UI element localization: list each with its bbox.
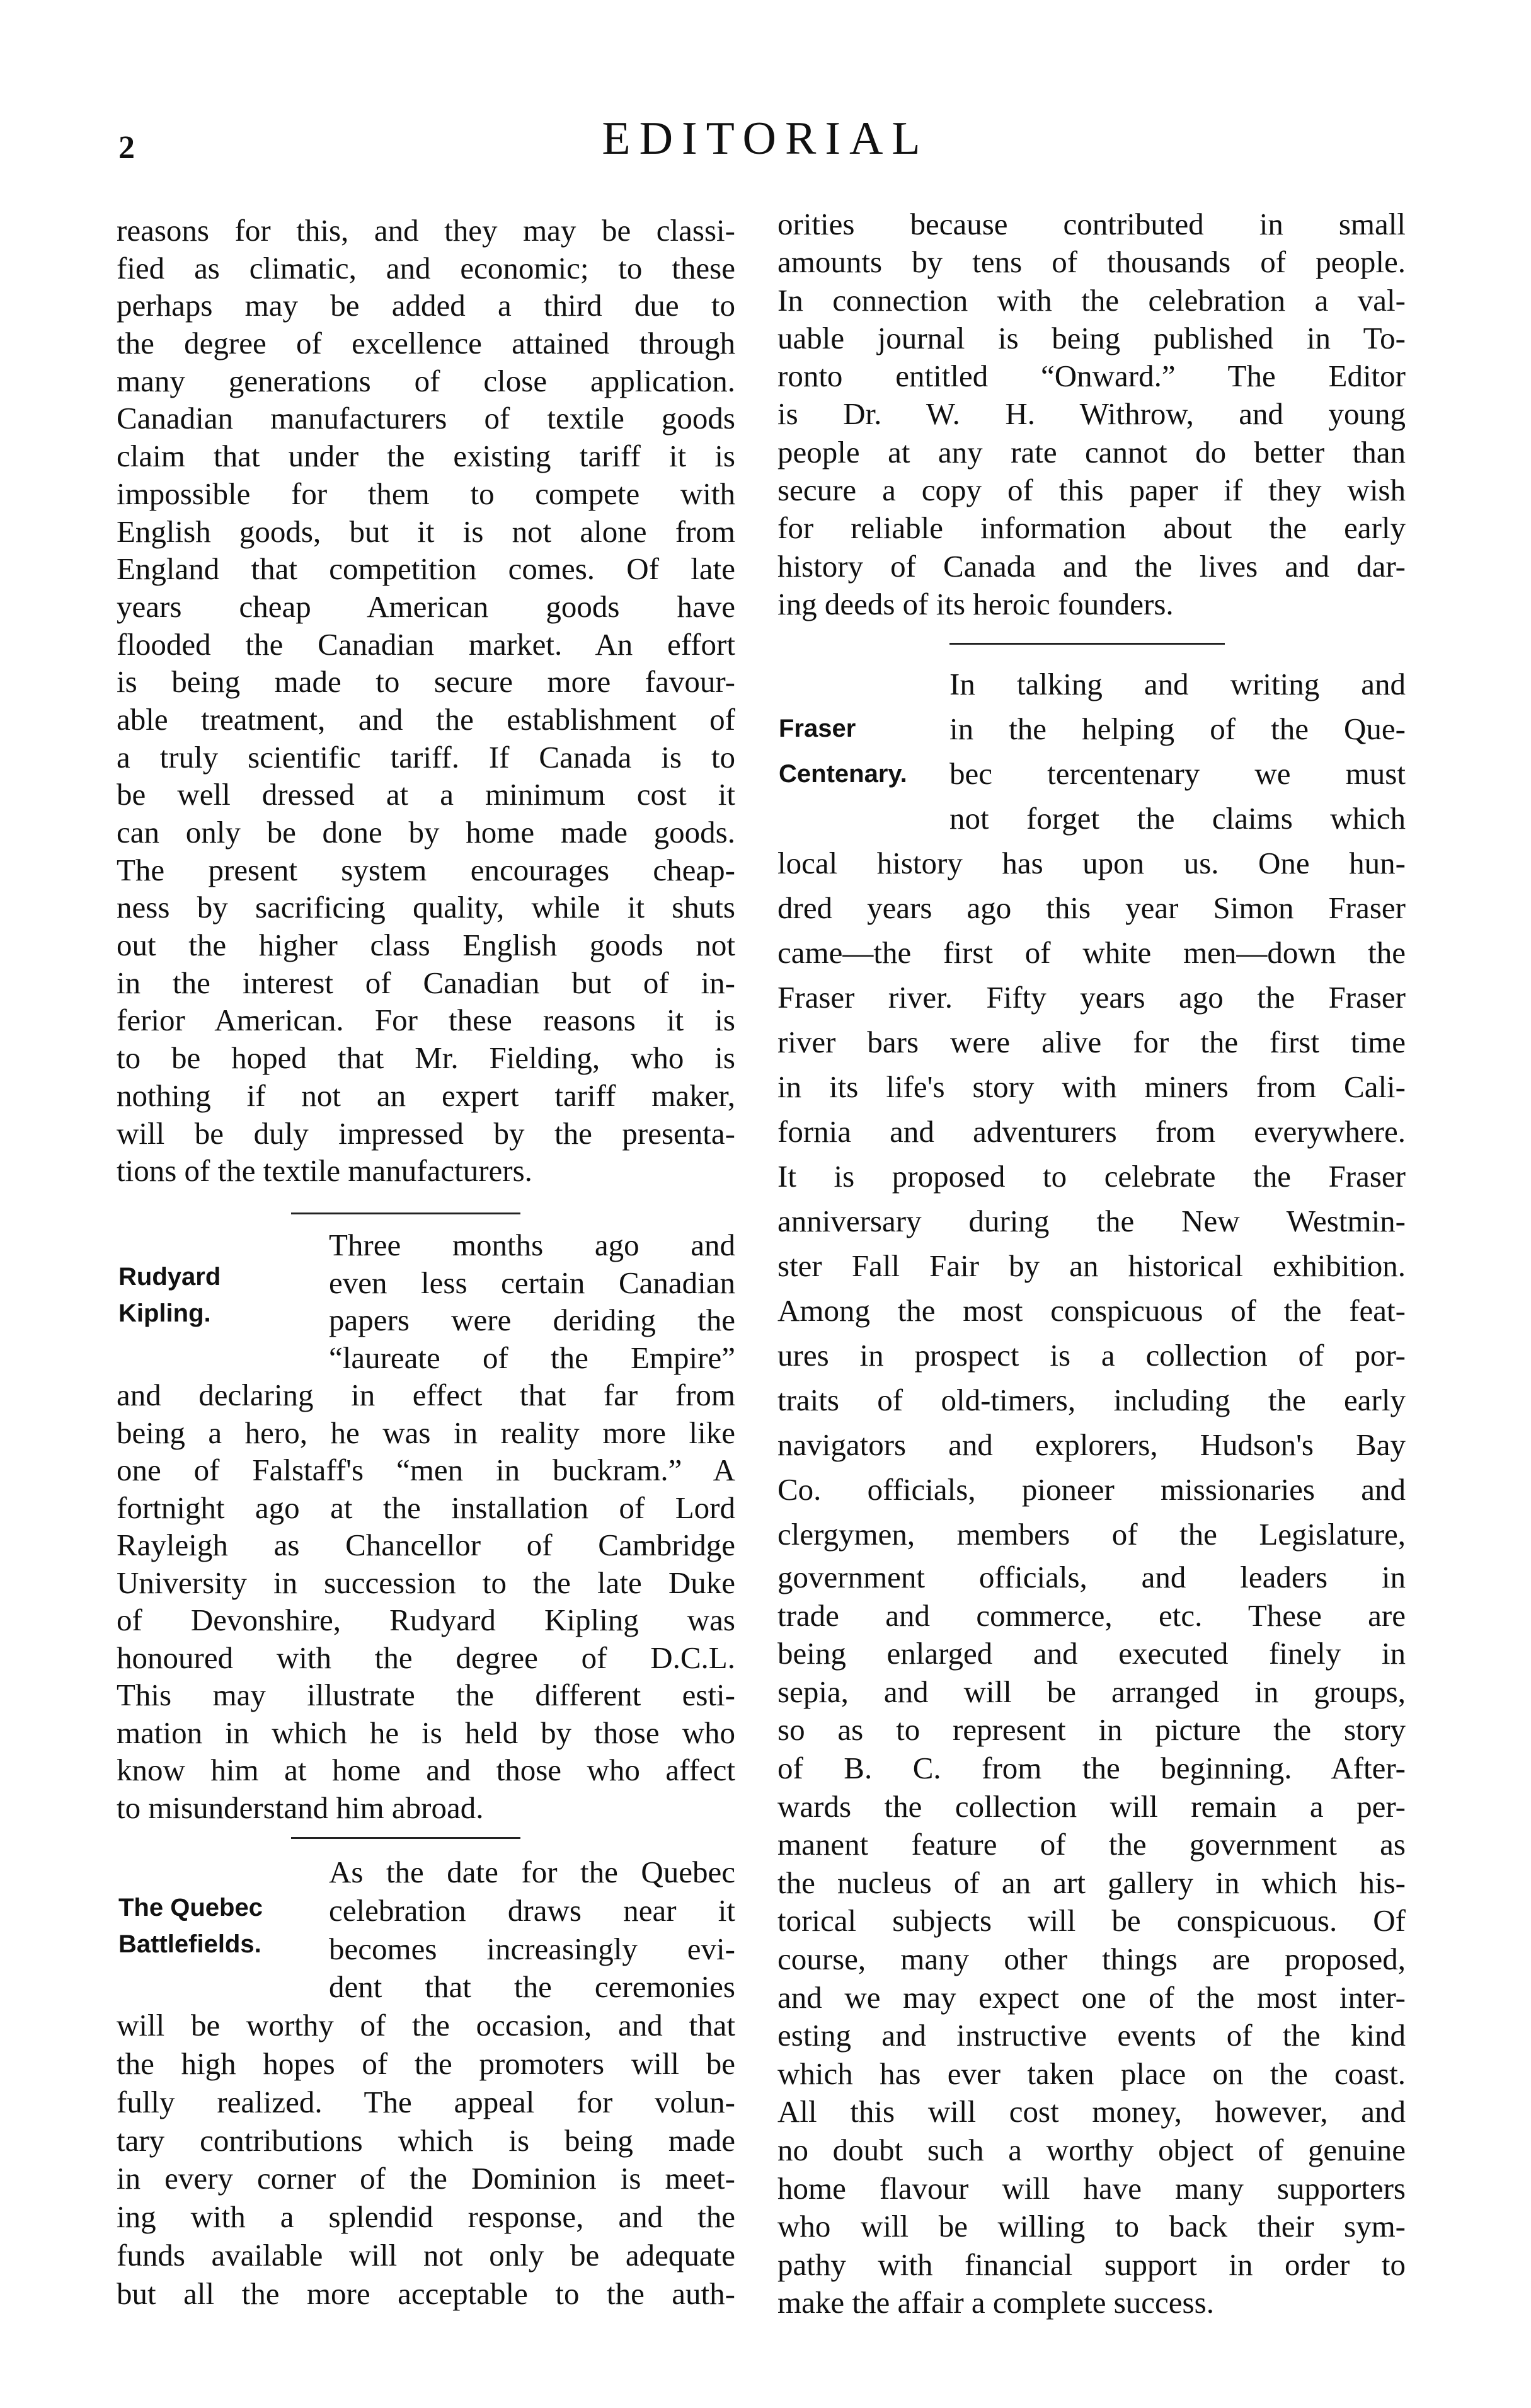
text-line: esting and instructive events of the kind [777,2018,1406,2053]
text-line: local history has upon us. One hun- [777,846,1406,880]
heading-line: Rudyard [118,1263,221,1291]
text-line: in every corner of the Dominion is meet- [117,2161,735,2196]
text-line: bec tercentenary we must [949,756,1406,791]
kipling-paragraph [117,1226,735,1826]
text-line: fornia and adventurers from everywhere. [777,1114,1406,1149]
text-line: the degree of excellence attained through [117,326,735,361]
text-line: trade and commerce, etc. These are [777,1598,1406,1633]
text-line: Three months ago and [329,1228,735,1262]
text-line: know him at home and those who affect [117,1753,735,1787]
text-line: dent that the ceremonies [329,1969,735,2005]
text-line: of B. C. from the beginning. After- [777,1750,1406,1785]
text-line: to misunderstand him abroad. [117,1790,484,1825]
text-line: dred years ago this year Simon Fraser [777,890,1406,925]
text-line: and we may expect one of the most inter- [777,1979,1406,2015]
text-line: to be hoped that Mr. Fielding, who is [117,1040,735,1076]
text-line: tary contributions which is being made [117,2123,735,2158]
text-line: out the higher class English goods not [117,928,735,963]
fraser-paragraph [777,662,1406,1557]
text-line: anniversary during the New Westmin- [777,1204,1406,1238]
text-line: no doubt such a worthy object of genuine [777,2132,1406,2167]
text-line: people at any rate cannot do better than [777,434,1406,470]
text-line: ing deeds of its heroic founders. [777,586,1174,621]
section-divider [291,1213,520,1214]
text-line: ronto entitled “Onward.” The Editor [777,359,1406,394]
text-line: mation in which he is held by those who [117,1715,735,1750]
text-line: history of Canada and the lives and dar- [777,548,1406,584]
text-line: even less certain Canadian [329,1265,735,1300]
text-line: able treatment, and the establishment of [117,701,735,737]
heading-line: Battlefields. [118,1930,261,1958]
text-line: is being made to secure more favour- [117,664,735,700]
text-line: fied as climatic, and economic; to these [117,250,735,285]
text-line: navigators and explorers, Hudson's Bay [777,1427,1406,1462]
text-line: All this will cost money, however, and [777,2094,1406,2129]
text-line: being enlarged and executed finely in [777,1636,1406,1671]
text-line: fortnight ago at the installation of Lord [117,1490,735,1525]
text-line: perhaps may be added a third due to [117,288,735,323]
heading-line: Centenary. [779,760,907,788]
text-line: In talking and writing and [949,667,1406,701]
text-line: who will be willing to back their sym- [777,2209,1406,2244]
text-line: course, many other things are proposed, [777,1941,1406,1976]
fraser-paragraph-continued [777,1558,1406,2322]
text-line: England that competition comes. Of late [117,551,735,587]
text-line: ness by sacrificing quality, while it shuts [117,890,735,925]
text-line: ing with a splendid response, and the [117,2199,735,2235]
text-line: will be worthy of the occasion, and that [117,2008,735,2043]
quebec-paragraph [117,1853,735,2313]
text-line: ferior American. For these reasons it is [117,1003,735,1038]
text-line: orities because contributed in small [777,207,1406,241]
text-line: papers were deriding the [329,1303,735,1337]
text-line: tions of the textile manufacturers. [117,1153,532,1189]
text-line: one of Falstaff's “men in buckram.” A [117,1453,735,1487]
text-line: claim that under the existing tariff it is [117,439,735,474]
text-line: will be duly impressed by the presenta- [117,1115,735,1151]
text-line: It is proposed to celebrate the Fraser [777,1159,1406,1194]
text-line: sepia, and will be arranged in groups, [777,1674,1406,1709]
text-line: amounts by tens of thousands of people. [777,245,1406,280]
text-line: The present system encourages cheap- [117,852,735,887]
text-line: uable journal is being published in To- [777,320,1406,355]
page-number: 2 [118,130,135,166]
text-line: pathy with financial support in order to [777,2247,1406,2282]
text-line: impossible for them to compete with [117,476,735,511]
text-line: Canadian manufacturers of textile goods [117,401,735,436]
text-line: not forget the claims which [949,801,1406,836]
intro-paragraph [117,212,735,1190]
text-line: Co. officials, pioneer missionaries and [777,1472,1406,1507]
text-line: government officials, and leaders in [777,1560,1406,1594]
text-line: traits of old-timers, including the early [777,1383,1406,1417]
text-line: and declaring in effect that far from [117,1378,735,1412]
section-divider [291,1837,520,1839]
text-line: of Devonshire, Rudyard Kipling was [117,1603,735,1637]
text-line: funds available will not only be adequate [117,2237,735,2273]
text-line: torical subjects will be conspicuous. Of [777,1903,1406,1938]
text-line: ster Fall Fair by an historical exhibition. [777,1248,1406,1283]
text-line: in the helping of the Que- [949,711,1406,746]
quebec-paragraph-continued [777,205,1406,623]
heading-line: Fraser [779,715,856,742]
text-line: so as to represent in picture the story [777,1712,1406,1748]
text-line: be well dressed at a minimum cost it [117,777,735,812]
text-line: being a hero, he was in reality more like [117,1415,735,1450]
text-line: the high hopes of the promoters will be [117,2046,735,2081]
text-line: clergymen, members of the Legislature, [777,1517,1406,1552]
text-line: wards the collection will remain a per- [777,1789,1406,1824]
text-line: which has ever taken place on the coast. [777,2056,1406,2091]
text-line: secure a copy of this paper if they wish [777,473,1406,508]
text-line: is Dr. W. H. Withrow, and young [777,396,1406,432]
text-line: years cheap American goods have [117,589,735,624]
page-header-title: EDITORIAL [602,113,929,164]
text-line: This may illustrate the different esti- [117,1678,735,1712]
text-line: Rayleigh as Chancellor of Cambridge [117,1528,735,1562]
text-line: Fraser river. Fifty years ago the Fraser [777,980,1406,1015]
text-line: reasons for this, and they may be classi- [117,213,735,248]
text-line: a truly scientific tariff. If Canada is to [117,739,735,775]
heading-line: Kipling. [118,1299,211,1327]
text-line: many generations of close application. [117,363,735,398]
text-line: University in succession to the late Duke [117,1565,735,1600]
text-line: can only be done by home made goods. [117,815,735,850]
text-line: home flavour will have many supporters [777,2170,1406,2206]
text-line: As the date for the Quebec [329,1855,735,1889]
text-line: honoured with the degree of D.C.L. [117,1640,735,1675]
text-line: the nucleus of an art gallery in which his- [777,1865,1406,1900]
text-line: in the interest of Canadian but of in- [117,965,735,1000]
text-line: in its life's story with miners from Cali- [777,1069,1406,1104]
text-line: came—the first of white men—down the [777,935,1406,970]
text-line: manent feature of the government as [777,1827,1406,1862]
text-line: Among the most conspicuous of the feat- [777,1293,1406,1328]
text-line: nothing if not an expert tariff maker, [117,1078,735,1113]
text-line: flooded the Canadian market. An effort [117,626,735,662]
text-line: ures in prospect is a collection of por- [777,1338,1406,1373]
text-line: river bars were alive for the first time [777,1025,1406,1059]
section-divider [949,643,1225,645]
text-line: In connection with the celebration a val- [777,282,1406,318]
text-line: English goods, but it is not alone from [117,514,735,549]
text-line: becomes increasingly evi- [329,1931,735,1966]
text-line: for reliable information about the early [777,510,1406,546]
heading-line: The Quebec [118,1894,263,1921]
text-line: but all the more acceptable to the auth- [117,2276,735,2311]
text-line: fully realized. The appeal for volun- [117,2084,735,2119]
text-line: make the affair a complete success. [777,2285,1214,2320]
text-line: celebration draws near it [329,1892,735,1928]
text-line: “laureate of the Empire” [329,1340,735,1375]
